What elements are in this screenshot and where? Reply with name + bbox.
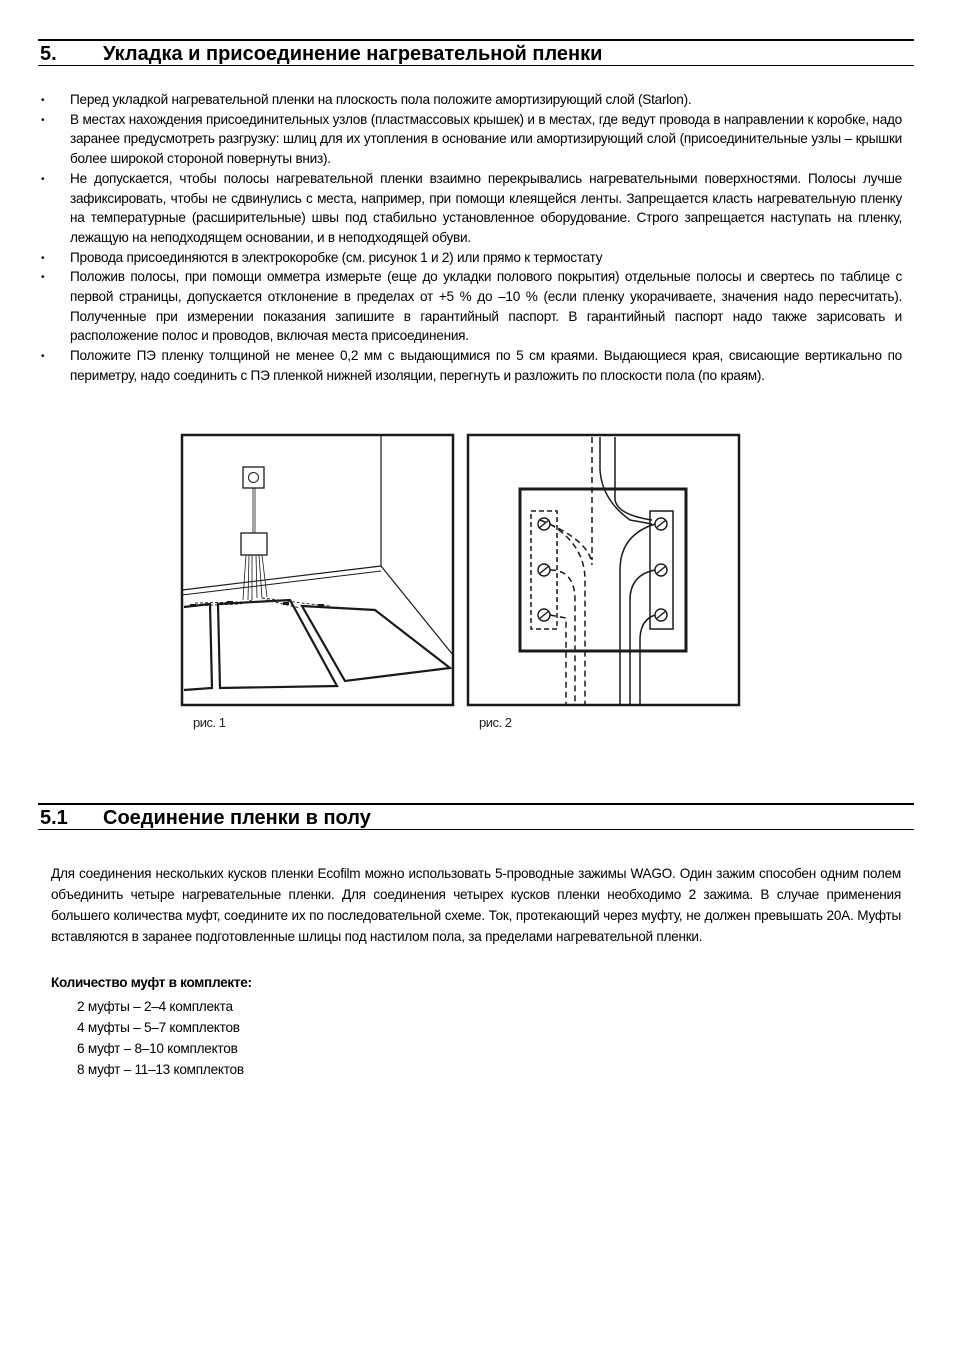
connection-paragraph: Для соединения нескольких кусков пленки Ecofilm можно использовать 5-проводные зажимы WAGO. Один зажим способен одним полем объединить четыре нагревательные пленки. Для соединения четырех кусков пленки необходимо 2 зажима. В случае применения большего количества муфт, соедините их по последовательной схеме. Ток, протекающий через муфту, не должен превышать 20А. Муфты вставляются в заранее подготовленные шлицы под настилом пола, за пределами нагревательной пленки. bbox=[51, 866, 901, 944]
section-number: 5. bbox=[40, 43, 57, 65]
wiring-diagram bbox=[180, 433, 742, 708]
section-5-header bbox=[38, 39, 914, 66]
section-title: Укладка и присоединение нагревательной пленки bbox=[103, 43, 603, 65]
quantity-list bbox=[77, 996, 244, 1080]
figure-1-caption: рис. 1 bbox=[193, 715, 226, 730]
list-item: • Не допускается, чтобы полосы нагревательной пленки взаимно перекрывались нагревательными поверхностями. Полосы лучше зафиксировать, чтобы не сдвинулись с места, например, при помощи клеящейся ленты. Запрещается класть нагревательную пленку на температурные (расширительные) швы под стабильно установленное оборудование. Строго запрещается наступать на пленку, лежащую на неподходящем основании, и в неподходящей обуви. bbox=[40, 169, 902, 248]
list-item: • Положив полосы, при помощи омметра измерьте (еще до укладки полового покрытия) отдельные полосы и свертесь по таблице с первой страницы, допускается отклонение в пределах от +5 % до –10 % (если пленку укорачиваете, значения надо пересчитать). Полученные при измерении показания запишите в гарантийный паспорт. В гарантийный паспорт надо также зарисовать и расположение полос и проводов, включая места присоединения. bbox=[40, 267, 902, 346]
figure-2-junction-box bbox=[468, 435, 739, 705]
figure-1-room-diagram bbox=[182, 435, 453, 705]
list-item: • Перед укладкой нагревательной пленки на плоскость пола положите амортизирующий слой (Starlon). bbox=[40, 90, 902, 110]
section-title: Соединение пленки в полу bbox=[103, 807, 371, 829]
list-item: 2 муфты – 2–4 комплекта bbox=[77, 999, 233, 1014]
list-item: • Положите ПЭ пленку толщиной не менее 0,2 мм с выдающимися по 5 см краями. Выдающиеся края, свисающие вертикально по периметру, надо соединить с ПЭ пленкой нижней изоляции, перегнуть и разложить по плоскости пола (по краям). bbox=[40, 346, 902, 385]
section-number: 5.1 bbox=[40, 807, 68, 829]
list-item: • В местах нахождения присоединительных узлов (пластмассовых крышек) и в местах, где ведут провода в направлении к коробке, надо заранее предусмотреть разгрузку: шлиц для их утопления в основание или амортизирующий слой (присоединительные узлы – крышки более широкой стороной повернуты вниз). bbox=[40, 110, 902, 169]
figure-2-caption: рис. 2 bbox=[479, 715, 512, 730]
list-item: 8 муфт – 11–13 комплектов bbox=[77, 1062, 244, 1077]
list-item: 6 муфт – 8–10 комплектов bbox=[77, 1041, 238, 1056]
instruction-list bbox=[40, 90, 902, 386]
section-5-1-header bbox=[38, 803, 914, 830]
quantity-title: Количество муфт в комплекте: bbox=[51, 975, 252, 990]
list-item: 4 муфты – 5–7 комплектов bbox=[77, 1020, 240, 1035]
list-item: • Провода присоединяются в электрокоробке (см. рисунок 1 и 2) или прямо к термостату bbox=[40, 248, 902, 268]
